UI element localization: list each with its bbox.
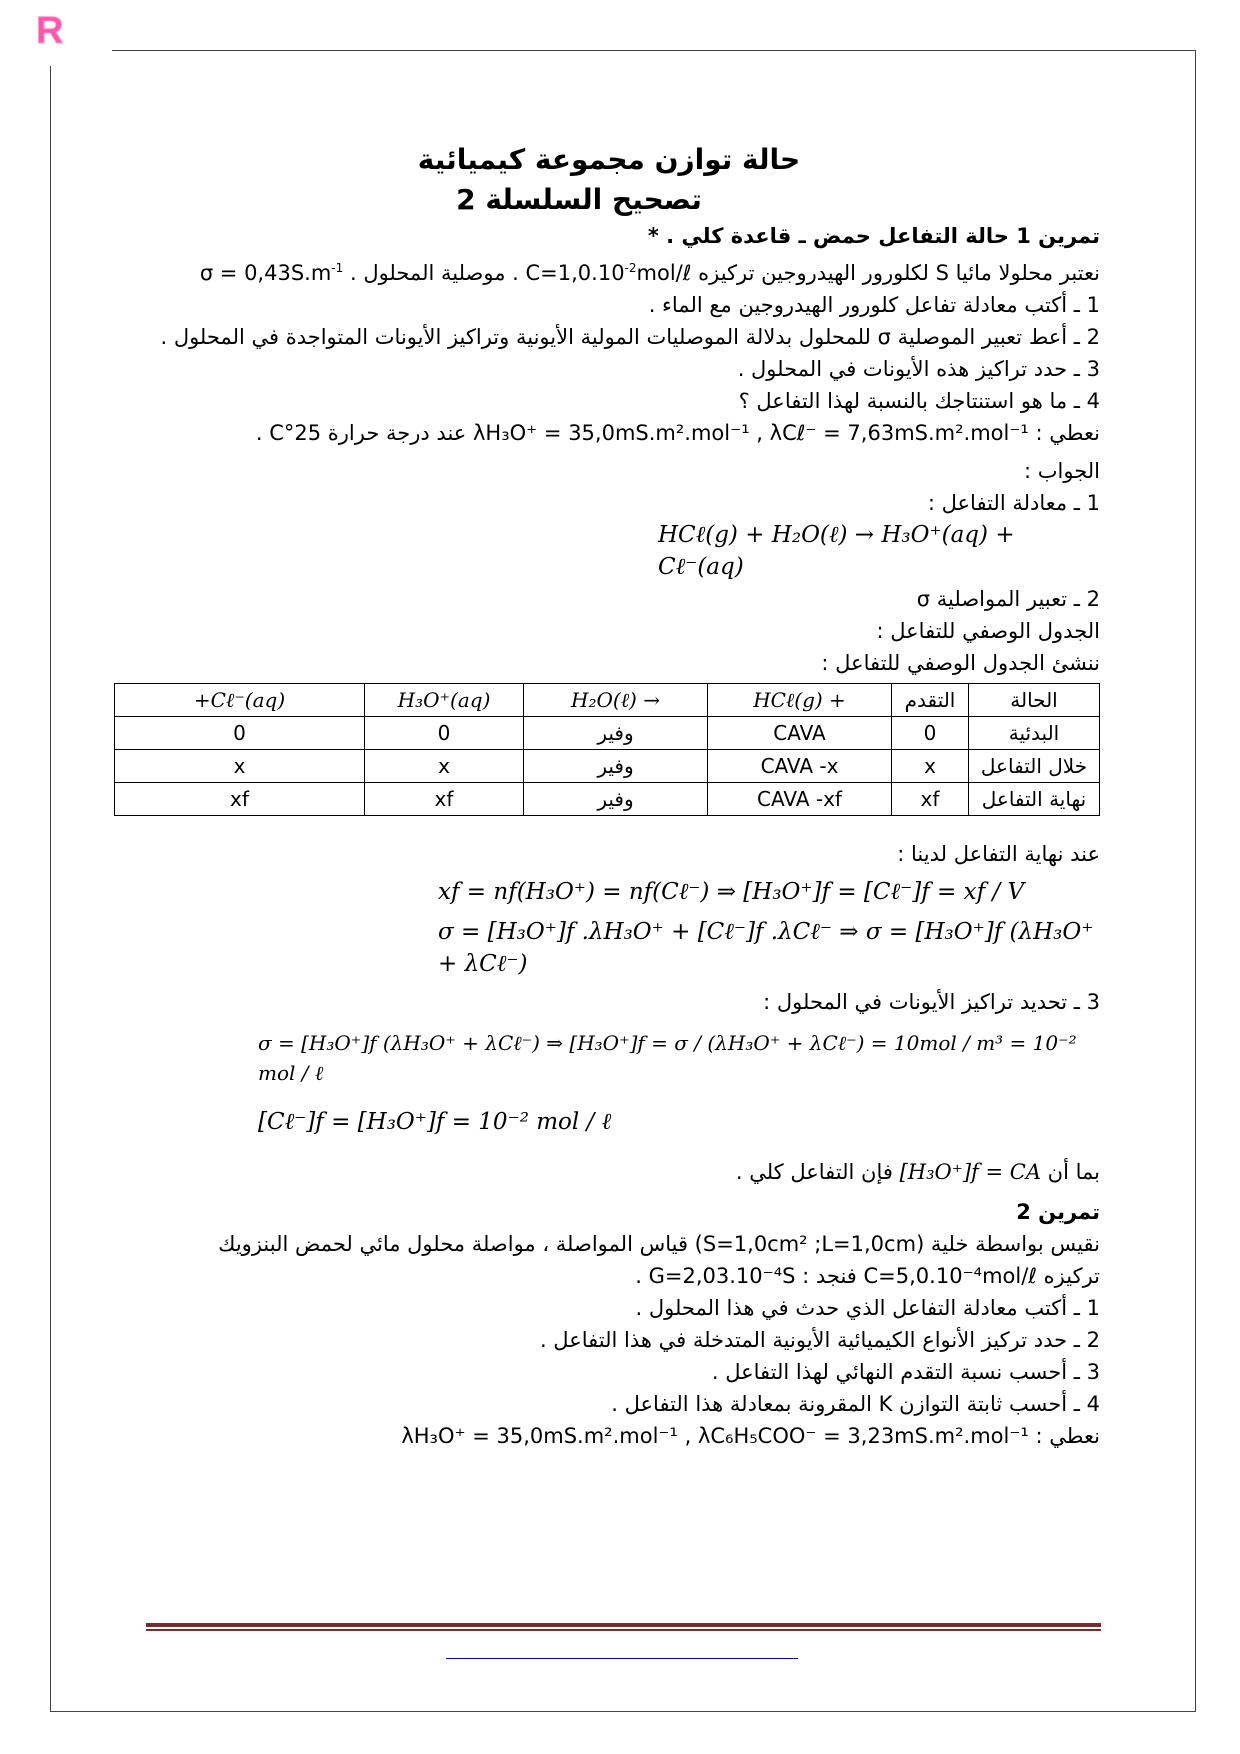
ex2-question-3: 3 ـ أحسب نسبة التقدم النهائي لهذا التفاعل . xyxy=(711,1360,1100,1384)
table-title: الجدول الوصفي للتفاعل : xyxy=(876,619,1100,643)
sigma-equation: σ = [H₃O⁺]f .λH₃O⁺ + [Cℓ⁻]f .λCℓ⁻ ⇒ σ = [H₃O⁺]f (λH₃O⁺ + λCℓ⁻) xyxy=(438,919,1094,977)
footer-rule xyxy=(146,1623,1101,1627)
question-2: 2 ـ أعط تعبير الموصلية σ للمحلول بدلالة الموصليات المولية الأيونية وتراكيز الأيونات المتواجدة في المحلول . xyxy=(160,325,1100,349)
table-row xyxy=(115,717,1100,750)
footer-link-underline xyxy=(446,1658,798,1659)
answer-4: بما أن [H₃O⁺]f = CA فإن التفاعل كلي . xyxy=(735,1160,1100,1184)
table-header-cell: HCℓ(g) + xyxy=(708,684,892,717)
answer-2: 2 ـ تعبير المواصلية σ xyxy=(916,587,1100,611)
table-cell: CAVA -x xyxy=(708,750,892,783)
frame-right-border xyxy=(1195,50,1196,1712)
page-title: حالة توازن مجموعة كيميائية xyxy=(417,143,801,176)
reaction-equation: HCℓ(g) + H₂O(ℓ) → H₃O⁺(aq) + Cℓ⁻(aq) xyxy=(658,522,1015,580)
exercise-1-intro xyxy=(118,252,1100,289)
logo: R xyxy=(36,10,64,52)
chloride-equation: [Cℓ⁻]f = [H₃O⁺]f = 10⁻² mol / ℓ xyxy=(258,1109,612,1135)
frame-left-border xyxy=(50,66,51,1712)
question-3: 3 ـ حدد تراكيز هذه الأيونات في المحلول . xyxy=(737,357,1100,381)
ex2-question-2: 2 ـ حدد تركيز الأنواع الكيميائية الأيونية المتدخلة في هذا التفاعل . xyxy=(539,1328,1100,1352)
ex2-question-4: 4 ـ أحسب ثابتة التوازن K المقرونة بمعادلة هذا التفاعل . xyxy=(611,1392,1100,1416)
table-cell: وفير xyxy=(524,750,708,783)
intro-text-a: نعتبر محلولا مائيا S لكلورور الهيدروجين تركيزه xyxy=(698,261,1100,285)
frame-top-border xyxy=(112,50,1196,51)
answer-label: الجواب : xyxy=(1024,459,1100,483)
table-cell: 0 xyxy=(892,717,969,750)
exercise-1-heading: تمرين 1 حالة التفاعل حمض ـ قاعدة كلي . * xyxy=(647,224,1100,248)
table-cell: 0 xyxy=(365,717,524,750)
ex2-question-1: 1 ـ أكتب معادلة التفاعل الذي حدث في هذا المحلول . xyxy=(635,1296,1100,1320)
table-row xyxy=(115,783,1100,816)
intro-concentration: $C=1,0.10^{-2}mol/\ell$ xyxy=(525,261,692,285)
question-1: 1 ـ أكتب معادلة تفاعل كلورور الهيدروجين مع الماء . xyxy=(648,293,1100,317)
table-cell: البدئية xyxy=(969,717,1100,750)
table-cell: وفير xyxy=(524,717,708,750)
page-subtitle: تصحيح السلسلة 2 xyxy=(456,183,702,216)
exercise-2-intro-1: نقيس بواسطة خلية (S=1,0cm² ;L=1,0cm) قياس المواصلة ، مواصلة محلول مائي لحمض البنزويك xyxy=(218,1232,1100,1256)
table-cell: خلال التفاعل xyxy=(969,750,1100,783)
table-header-row xyxy=(115,684,1100,717)
intro-conductivity: $\sigma = 0,43S.m^{-1}$ . xyxy=(199,261,357,285)
xf-equation: xf = nf(H₃O⁺) = nf(Cℓ⁻) ⇒ [H₃O⁺]f = [Cℓ⁻]f = xf / V xyxy=(438,879,1025,905)
table-cell: xf xyxy=(892,783,969,816)
table-cell: xf xyxy=(115,783,365,816)
given-values-2: λH₃O⁺ = 35,0mS.m².mol⁻¹ , λC₆H₅COO⁻ = 3,23mS.m².mol⁻¹ xyxy=(401,1424,1029,1448)
table-header-cell: +Cℓ⁻(aq) xyxy=(115,684,365,717)
table-make: ننشئ الجدول الوصفي للتفاعل : xyxy=(821,651,1100,675)
document-body xyxy=(118,140,1100,1452)
table-header-cell: الحالة xyxy=(969,684,1100,717)
table-cell: وفير xyxy=(524,783,708,816)
exercise-2-intro-2: تركيزه C=5,0.10⁻⁴mol/ℓ فنجد : G=2,03.10⁻⁴S . xyxy=(635,1264,1100,1288)
table-header-cell: التقدم xyxy=(892,684,969,717)
table-header-cell: H₂O(ℓ) → xyxy=(524,684,708,717)
intro-text-b: . موصلية المحلول xyxy=(363,261,519,285)
given-data-1: نعطي : λH₃O⁺ = 35,0mS.m².mol⁻¹ , λCℓ⁻ = 7,63mS.m².mol⁻¹ عند درجة حرارة 25°C . xyxy=(255,421,1100,445)
concentration-equation: σ = [H₃O⁺]f (λH₃O⁺ + λCℓ⁻) ⇒ [H₃O⁺]f = σ / (λH₃O⁺ + λCℓ⁻) = 10mol / m³ = 10⁻² mol / ℓ xyxy=(258,1031,1077,1085)
table-cell: CAVA xyxy=(708,717,892,750)
table-cell: x xyxy=(892,750,969,783)
table-cell: x xyxy=(365,750,524,783)
table-header-cell: H₃O⁺(aq) xyxy=(365,684,524,717)
complete-reaction-condition: [H₃O⁺]f = CA xyxy=(899,1160,1041,1184)
exercise-2-heading: تمرين 2 xyxy=(1016,1200,1100,1224)
given-values-1: λH₃O⁺ = 35,0mS.m².mol⁻¹ , λCℓ⁻ = 7,63mS.m².mol⁻¹ xyxy=(473,421,1029,445)
footer-rule-thin xyxy=(146,1629,1101,1631)
question-4: 4 ـ ما هو استنتاجك بالنسبة لهذا التفاعل ؟ xyxy=(738,389,1100,413)
frame-bottom-border xyxy=(50,1711,1196,1712)
given-data-2: نعطي : λH₃O⁺ = 35,0mS.m².mol⁻¹ , λC₆H₅COO⁻ = 3,23mS.m².mol⁻¹ xyxy=(401,1424,1100,1448)
table-row xyxy=(115,750,1100,783)
table-cell: نهاية التفاعل xyxy=(969,783,1100,816)
end-of-reaction-text: عند نهاية التفاعل لدينا : xyxy=(897,842,1100,866)
progress-table xyxy=(114,683,1100,816)
table-cell: 0 xyxy=(115,717,365,750)
table-cell: xf xyxy=(365,783,524,816)
table-cell: CAVA -xf xyxy=(708,783,892,816)
table-cell: x xyxy=(115,750,365,783)
answer-3: 3 ـ تحديد تراكيز الأيونات في المحلول : xyxy=(763,990,1100,1014)
answer-1: 1 ـ معادلة التفاعل : xyxy=(927,491,1100,515)
